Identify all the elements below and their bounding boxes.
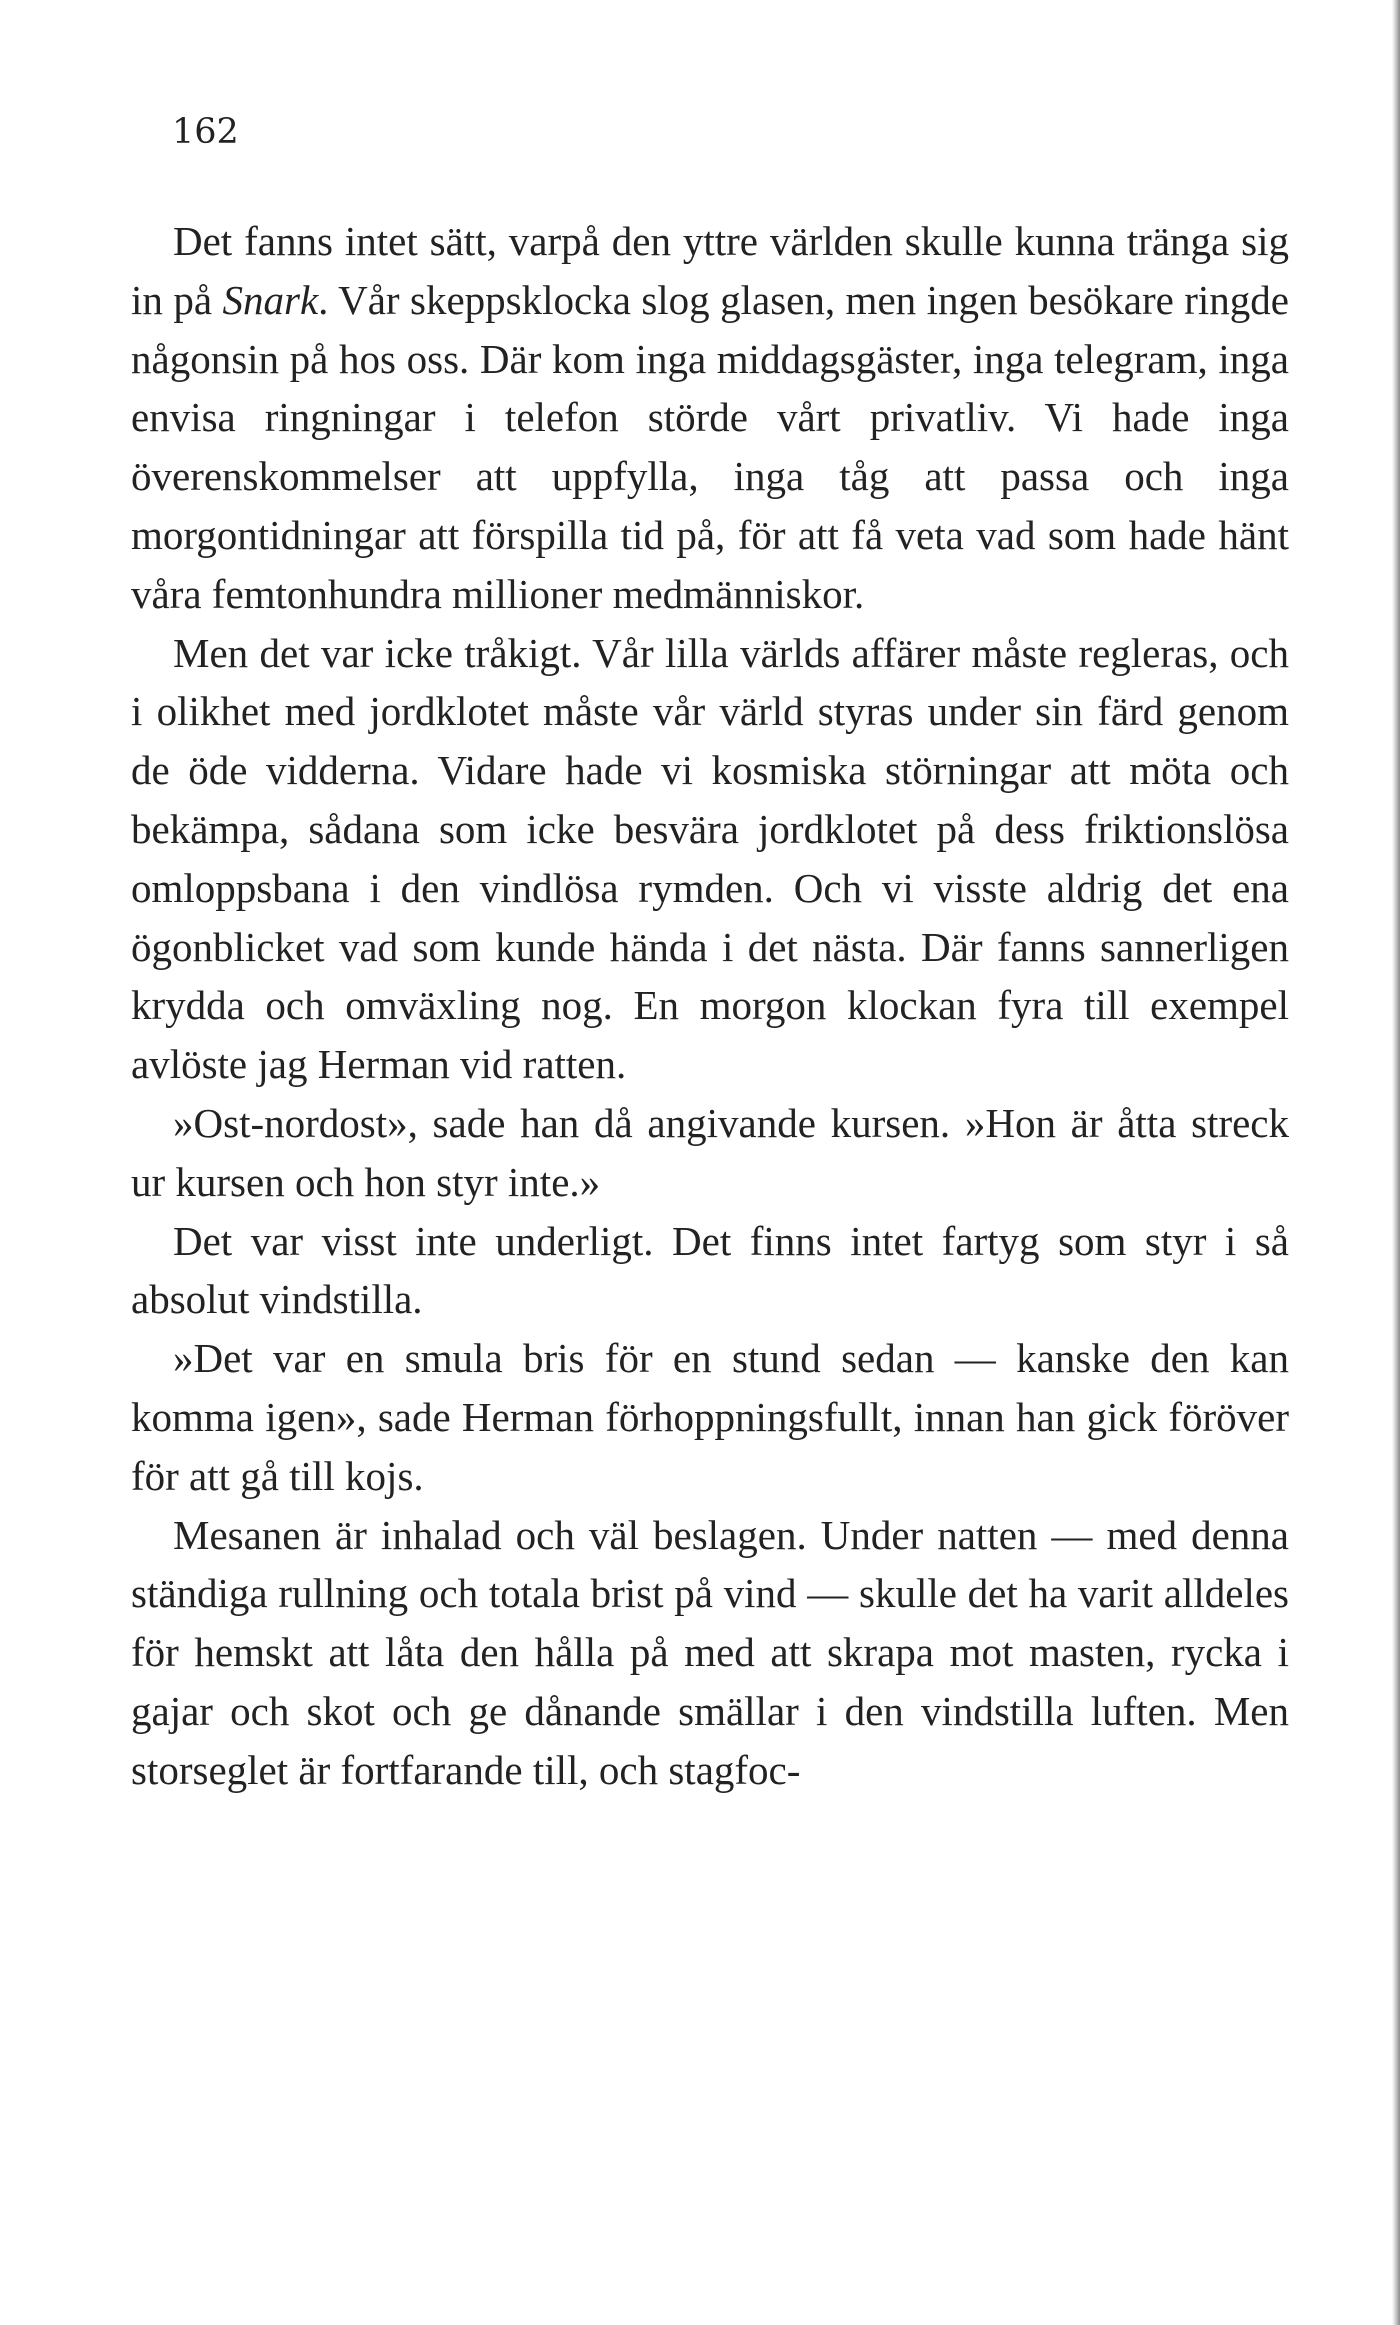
page-number: 162	[172, 112, 239, 152]
paragraph	[131, 1212, 1289, 1330]
page-edge	[1392, 0, 1400, 2325]
text-run: . Vår skeppsklocka slog glasen, men ingen besökare ringde någonsin på hos oss. Där kom inga middagsgäster, inga telegram, inga envisa ringningar i telefon störde vårt privatliv. Vi hade inga överenskommelser att uppfylla, inga tåg att passa och inga morgontidningar att förspilla tid på, för att få veta vad som hade hänt våra femtonhundra millioner medmänniskor.	[131, 276, 1290, 617]
italic-text: Snark	[222, 276, 319, 323]
text-run: Men det var icke tråkigt. Vår lilla världs affärer måste regleras, och i olikhet med jordklotet måste vår värld styras under sin färd genom de öde vidderna. Vidare hade vi kosmiska störningar att möta och bekämpa, sådana som icke besvära jordklotet på dess friktionslösa omloppsbana i den vindlösa rymden. Och vi visste aldrig det ena ögonblicket vad som kunde hända i det nästa. Där fanns sannerligen krydda och omväxling nog. En morgon klockan fyra till exempel avlöste jag Herman vid ratten.	[131, 629, 1289, 1088]
paragraph	[131, 624, 1289, 1094]
paragraph	[131, 1329, 1289, 1505]
paragraph	[131, 212, 1289, 624]
paragraph	[131, 1094, 1289, 1212]
text-run: »Det var en smula bris för en stund sedan — kanske den kan komma igen», sade Herman förhoppningsfullt, innan han gick föröver för att gå till kojs.	[131, 1335, 1289, 1499]
text-run: Det var visst inte underligt. Det finns intet fartyg som styr i så absolut vindstilla.	[131, 1217, 1289, 1323]
text-run: Mesanen är inhalad och väl beslagen. Under natten — med denna ständiga rullning och totala brist på vind — skulle det ha varit alldeles för hemskt att låta den hålla på med att skrapa mot masten, rycka i gajar och skot och ge dånande smällar i den vindstilla luften. Men storseglet är fortfarande till, och stagfoc-	[131, 1511, 1289, 1793]
paragraph	[131, 1506, 1289, 1800]
text-run: »Ost-nordost», sade han då angivande kursen. »Hon är åtta streck ur kursen och hon styr inte.»	[131, 1099, 1289, 1205]
body-text	[131, 212, 1289, 1800]
text-run: Det fanns intet sätt, varpå den yttre världen skulle kunna tränga sig in på	[131, 218, 1289, 323]
